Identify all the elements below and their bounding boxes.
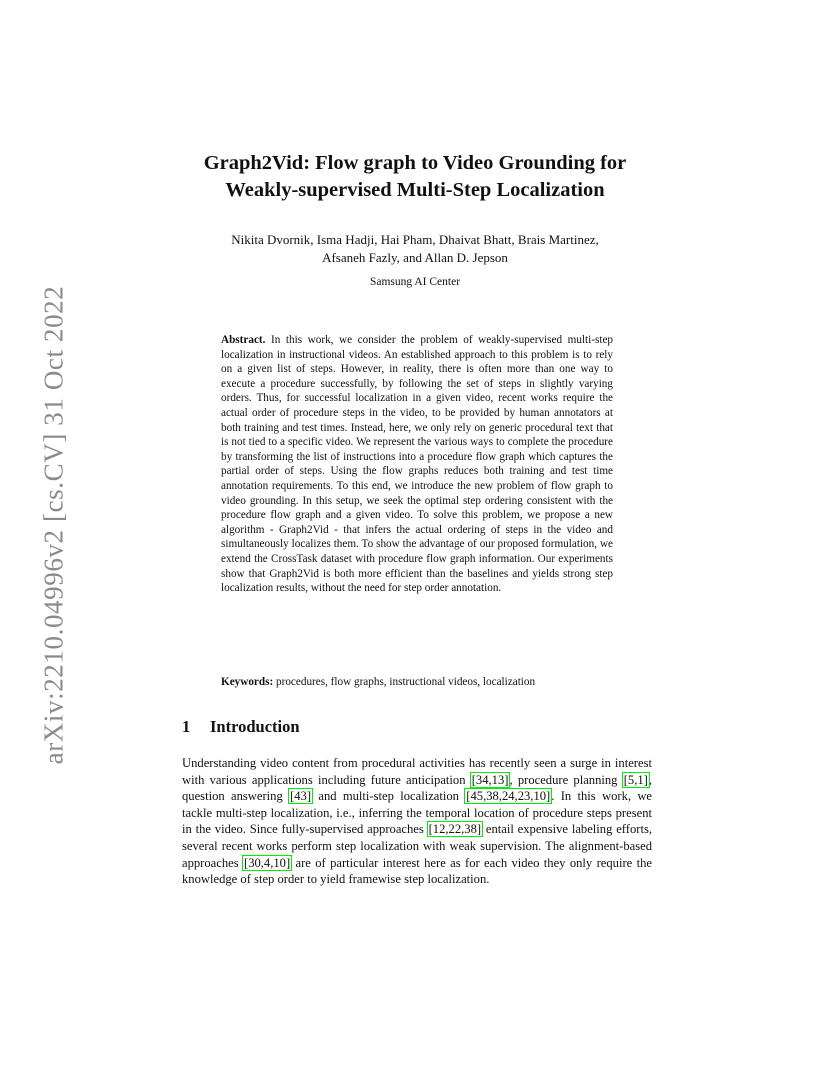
section-number: 1: [182, 717, 191, 736]
citation-link[interactable]: [34,13]: [471, 772, 509, 787]
paper-title: [160, 150, 670, 204]
citation-link[interactable]: [5,1]: [623, 772, 648, 787]
keywords-label: Keywords:: [221, 676, 274, 688]
citation-link[interactable]: [43]: [290, 789, 312, 804]
arxiv-identifier: arXiv:2210.04996v2 [cs.CV] 31 Oct 2022: [38, 285, 69, 765]
keywords-text: procedures, flow graphs, instructional videos, localization: [276, 676, 536, 688]
affiliation: Samsung AI Center: [369, 276, 461, 288]
introduction-paragraph: [182, 755, 652, 888]
keywords: [221, 675, 613, 690]
authors-line-2: Afsaneh Fazly, and Allan D. Jepson: [322, 250, 508, 265]
abstract-label: Abstract.: [221, 334, 266, 346]
intro-text-4: and multi-step localization: [312, 789, 466, 804]
title-line-2: Weakly-supervised Multi-Step Localization: [225, 179, 605, 201]
intro-text-1: Understanding video content from procedural activities has recently seen a surge in interest with various applications including future anticipation: [182, 756, 652, 787]
intro-text-6: entail expensive labeling efforts, several recent works perform step localization with weak supervision. The alignment-based approaches: [182, 822, 652, 870]
authors-line-1: Nikita Dvornik, Isma Hadji, Hai Pham, Dhaivat Bhatt, Brais Martinez,: [231, 232, 599, 247]
section-title: Introduction: [210, 717, 300, 736]
citation-link[interactable]: [30,4,10]: [244, 855, 291, 870]
intro-text-3: , question answering: [182, 772, 652, 804]
section-heading: [182, 716, 300, 738]
citation-link[interactable]: [12,22,38]: [428, 822, 482, 837]
abstract: [221, 333, 613, 596]
intro-text-5: . In this work, we tackle multi-step localization, i.e., inferring the temporal location of procedure steps present in the video. Since fully-supervised approaches: [182, 789, 653, 837]
intro-text-2: , procedure planning: [509, 772, 623, 787]
intro-text-7: are of particular interest here as for each video they only require the knowledge of step order to yield framewise step localization.: [182, 855, 652, 887]
title-line-1: Graph2Vid: Flow graph to Video Grounding for: [203, 152, 627, 174]
author-list: [180, 231, 650, 267]
citation-link[interactable]: [45,38,24,23,10]: [466, 789, 551, 804]
abstract-text: In this work, we consider the problem of weakly-supervised multi-step localization in instructional videos. An established approach to this problem is to rely on a given list of steps. However, in reality, there is often more than one way to execute a procedure successfully, by following the set of steps in slightly varying orders. Thus, for successful localization in a given video, recent works require the actual order of procedure steps in the video, to be provided by human annotators at both training and test times. Instead, here, we only rely on generic procedural text that is not tied to a specific video. We represent the various ways to complete the procedure by transforming the list of instructions into a procedure flow graph which captures the partial order of steps. Using the flow graphs reduces both training and test time annotation requirements. To this end, we introduce the new problem of flow graph to video grounding. In this setup, we seek the optimal step ordering consistent with the procedure flow graph and a given video. To solve this problem, we propose a new algorithm - Graph2Vid - that infers the actual ordering of steps in the video and simultaneously localizes them. To show the advantage of our proposed formulation, we extend the CrossTask dataset with procedure flow graph information. Our experiments show that Graph2Vid is both more efficient than the baselines and yields strong step localization results, without the need for step order annotation.: [221, 334, 614, 595]
